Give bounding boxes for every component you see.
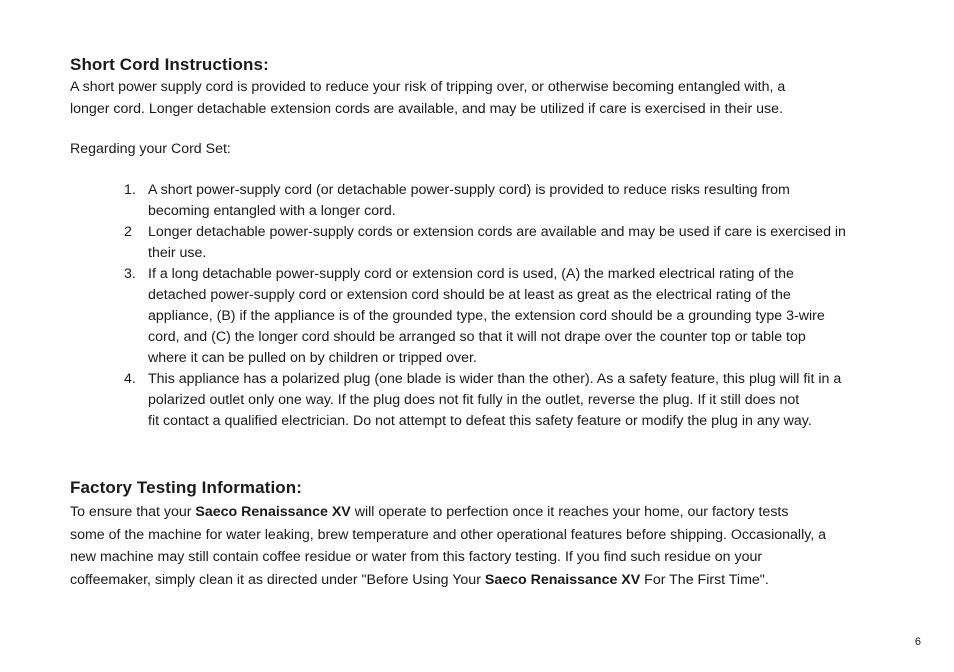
short-cord-heading: Short Cord Instructions: <box>70 55 269 74</box>
list-item-line: fit contact a qualified electrician. Do not attempt to defeat this safety feature or modify the plug in any way. <box>148 413 812 429</box>
list-item <box>122 264 892 369</box>
list-item-line: appliance, (B) if the appliance is of the grounded type, the extension cord should be a grounding type 3-wire <box>148 308 825 324</box>
factory-testing-line: some of the machine for water leaking, brew temperature and other operational features before shipping. Occasionally, a <box>70 526 827 543</box>
list-item-line: polarized outlet only one way. If the plug does not fit fully in the outlet, reverse the plug. If it still does not <box>148 392 800 408</box>
list-item-number: 3. <box>124 266 136 282</box>
product-name: Saeco Renaissance XV <box>195 504 351 520</box>
text-run: For The First Time". <box>640 571 769 588</box>
list-item-line: their use. <box>148 245 207 261</box>
list-item-line: where it can be pulled on by children or tripped over. <box>148 350 477 366</box>
text-run: coffeemaker, simply clean it as directed under "Before Using Your <box>70 571 485 588</box>
factory-testing-paragraph <box>70 501 900 591</box>
list-item <box>122 369 892 432</box>
list-item-line: detached power-supply cord or extension cord should be at least as great as the electrical rating of the <box>148 287 791 303</box>
list-item-line: This appliance has a polarized plug (one blade is wider than the other). As a safety feature, this plug will fit in a <box>148 371 842 387</box>
list-item-number: 4. <box>124 371 136 387</box>
text-run: To ensure that your <box>70 504 196 520</box>
list-item-number: 1. <box>124 182 136 198</box>
list-item-line: A short power-supply cord (or detachable power-supply cord) is provided to reduce risks resulting from <box>148 182 790 198</box>
short-cord-paragraph <box>70 77 900 120</box>
product-name: Saeco Renaissance XV <box>484 571 641 588</box>
factory-testing-line: new machine may still contain coffee residue or water from this factory testing. If you find such residue on your <box>70 549 763 565</box>
page-number: 6 <box>914 636 921 648</box>
cord-set-intro: Regarding your Cord Set: <box>70 141 231 157</box>
list-item-line: becoming entangled with a longer cord. <box>148 203 396 219</box>
text-run: will operate to perfection once it reaches your home, our factory tests <box>350 504 789 520</box>
factory-testing-heading: Factory Testing Information: <box>70 478 302 497</box>
list-item-line: Longer detachable power-supply cords or extension cords are available and may be used if care is exercised in <box>148 224 846 240</box>
list-item <box>122 180 892 222</box>
list-item-number: 2 <box>124 224 132 240</box>
short-cord-line: longer cord. Longer detachable extension cords are available, and may be utilized if care is exercised in their use. <box>70 100 783 117</box>
list-item <box>122 222 892 264</box>
list-item-line: If a long detachable power-supply cord or extension cord is used, (A) the marked electrical rating of the <box>148 266 794 282</box>
short-cord-line: A short power supply cord is provided to reduce your risk of tripping over, or otherwise becoming entangled with, a <box>70 79 786 95</box>
factory-testing-line <box>70 569 900 592</box>
cord-set-list <box>122 180 892 432</box>
list-item-line: cord, and (C) the longer cord should be arranged so that it will not drape over the counter top or table top <box>148 329 806 345</box>
factory-testing-line <box>70 501 900 524</box>
